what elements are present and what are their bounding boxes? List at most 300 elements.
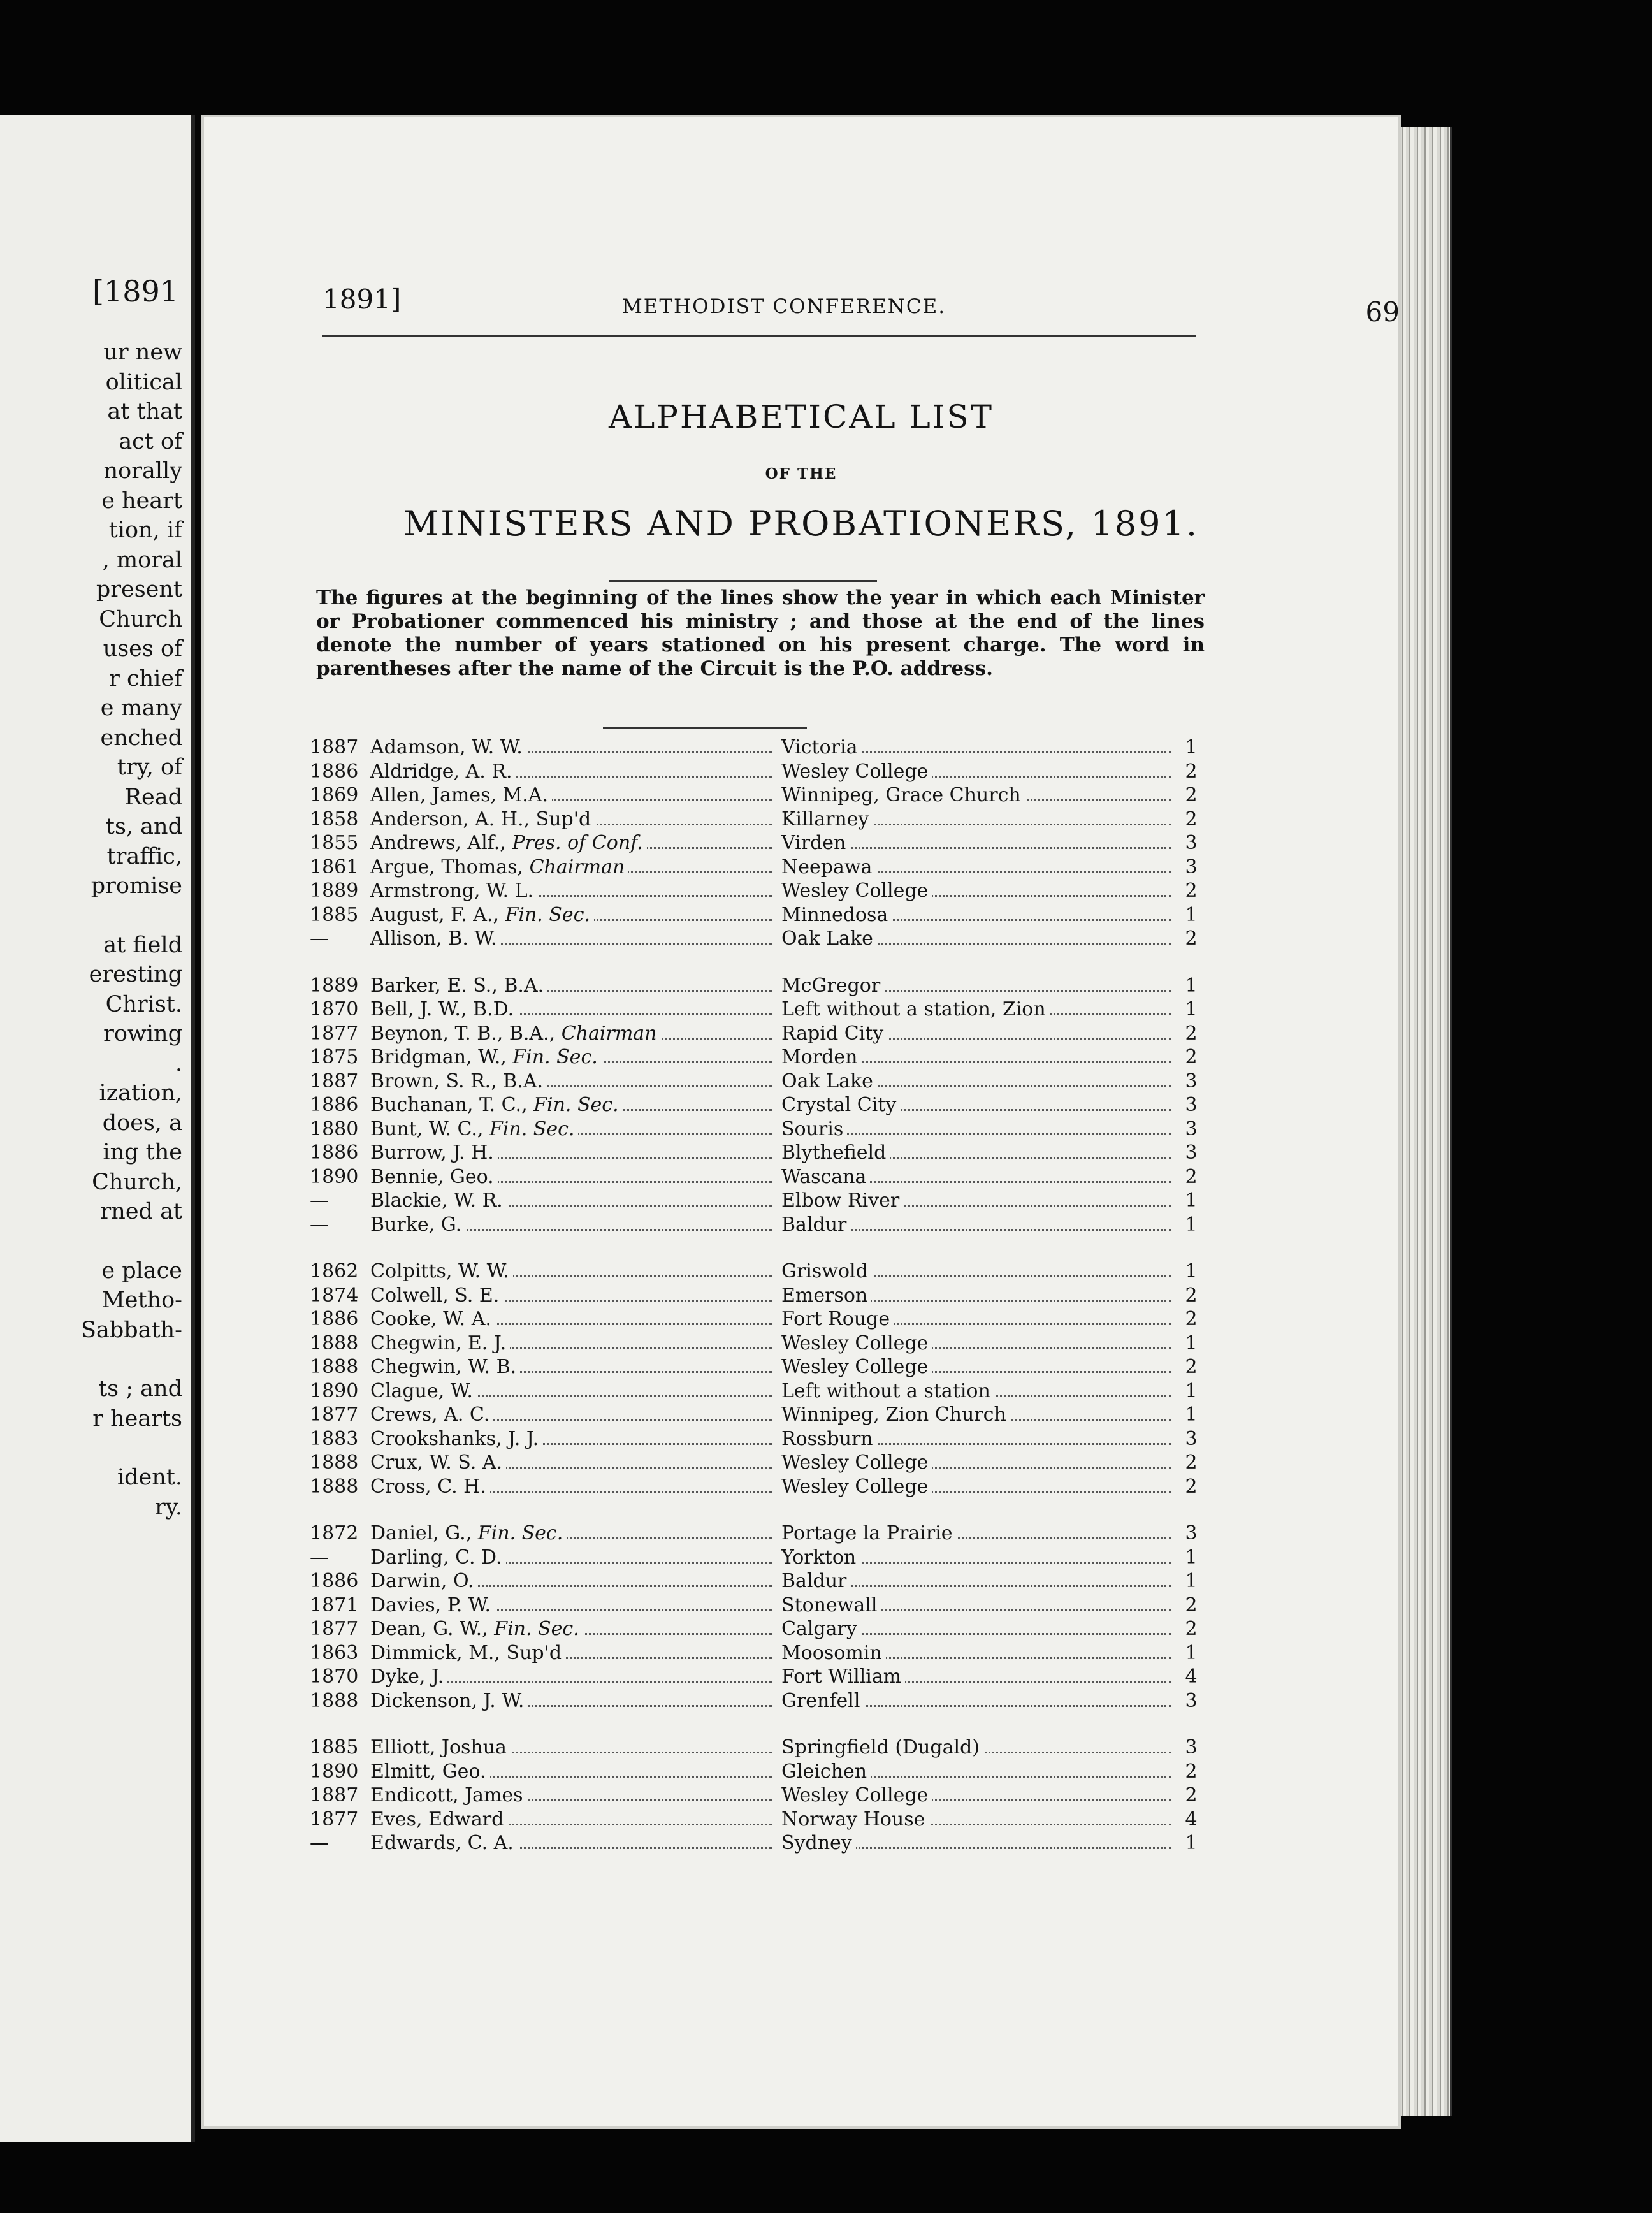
entry-circuit: Winnipeg, Grace Church (781, 784, 1025, 806)
previous-page-line: Church (99, 606, 182, 632)
entry-name-cell (370, 736, 778, 758)
entry-name-cell (370, 808, 778, 831)
entry-name-wrap (370, 1428, 542, 1450)
entry-name: Aldridge, A. R. (370, 760, 512, 783)
list-row (310, 1070, 1202, 1094)
list-row (310, 998, 1202, 1022)
letter-group (310, 736, 1202, 952)
entry-years-stationed: 4 (1185, 1808, 1198, 1831)
entry-name-cell (370, 1070, 778, 1092)
entry-years-stationed: 3 (1185, 832, 1198, 854)
entry-circuit-cell (781, 856, 1177, 878)
entry-years-stationed: 2 (1185, 1022, 1198, 1045)
entry-name: Endicott, James (370, 1784, 523, 1806)
entry-year: 1890 (310, 1165, 359, 1188)
list-row (310, 880, 1202, 904)
entry-name-wrap (370, 1260, 513, 1282)
entry-circuit-cell (781, 1308, 1177, 1330)
entry-circuit-cell (781, 1094, 1177, 1116)
list-row (310, 808, 1202, 832)
entry-year: 1870 (310, 1665, 359, 1688)
entry-circuit-cell (781, 1356, 1177, 1378)
entry-name-wrap (370, 1760, 490, 1783)
entry-name-cell (370, 1522, 778, 1544)
entry-circuit: Oak Lake (781, 1070, 877, 1092)
entry-years-stationed: 2 (1185, 760, 1198, 783)
entry-name-cell (370, 1380, 778, 1402)
previous-page-line: Church, (92, 1169, 182, 1195)
previous-page-line: . (175, 1050, 182, 1077)
entry-role: Pres. of Conf. (512, 832, 643, 854)
entry-name-wrap (370, 760, 516, 783)
entry-circuit: Wesley College (781, 1784, 932, 1806)
entry-name: Darwin, O. (370, 1570, 474, 1592)
entry-circuit-cell (781, 832, 1177, 854)
entry-name-wrap (370, 1118, 578, 1140)
entry-years-stationed: 1 (1185, 1189, 1198, 1212)
list-row (310, 1618, 1202, 1642)
entry-name-wrap (370, 904, 594, 926)
entry-years-stationed: 1 (1185, 1260, 1198, 1282)
entry-role: Fin. Sec. (533, 1094, 619, 1116)
list-row (310, 1570, 1202, 1594)
entry-circuit: Wesley College (781, 1451, 932, 1474)
previous-page-line: enched (100, 725, 182, 751)
entry-name: Anderson, A. H., Sup'd (370, 808, 591, 831)
entry-circuit-cell (781, 880, 1177, 902)
page-number: 69 (1365, 296, 1400, 328)
previous-page-line: e place (101, 1258, 182, 1284)
list-row (310, 1356, 1202, 1380)
entry-name-wrap (370, 1214, 465, 1236)
entry-circuit: Portage la Prairie (781, 1522, 957, 1544)
intro-divider (603, 727, 807, 729)
letter-group (310, 1736, 1202, 1856)
entry-circuit-cell (781, 975, 1177, 997)
entry-circuit: Crystal City (781, 1094, 900, 1116)
list-row (310, 1308, 1202, 1332)
entry-name-cell (370, 927, 778, 950)
previous-page-line: act of (119, 428, 182, 454)
previous-page-line: r hearts (92, 1405, 182, 1432)
entry-circuit-cell (781, 904, 1177, 926)
entry-circuit: Virden (781, 832, 850, 854)
list-row (310, 904, 1202, 928)
previous-page-line: uses of (103, 636, 182, 662)
entry-name-cell (370, 1404, 778, 1426)
entry-circuit: McGregor (781, 975, 884, 997)
entry-year: — (310, 1213, 329, 1236)
previous-page-line: try, of (117, 755, 182, 780)
entry-name-wrap (370, 998, 518, 1020)
entry-circuit-cell (781, 1736, 1177, 1759)
entry-name: Crux, W. S. A. (370, 1451, 503, 1474)
entry-year: 1862 (310, 1260, 359, 1282)
entry-name: Colpitts, W. W. (370, 1260, 509, 1282)
entry-name-wrap (370, 856, 628, 878)
entry-year: 1888 (310, 1475, 359, 1498)
entry-name-wrap (370, 1570, 477, 1592)
entry-year: 1887 (310, 736, 359, 758)
entry-name-cell (370, 1784, 778, 1806)
entry-circuit-cell (781, 1142, 1177, 1164)
entry-name-wrap (370, 1404, 493, 1426)
entry-year: 1875 (310, 1046, 359, 1068)
intro-paragraph (316, 586, 1205, 681)
previous-page-line: ing the (103, 1140, 182, 1165)
entry-name-cell (370, 1118, 778, 1140)
previous-page-line: ts ; and (98, 1376, 182, 1402)
entry-circuit-cell (781, 998, 1177, 1020)
entry-year: 1869 (310, 784, 359, 806)
entry-circuit: Wascana (781, 1166, 870, 1188)
entry-name-cell (370, 1546, 778, 1569)
entry-name-wrap (370, 1808, 507, 1831)
entry-name-cell (370, 1451, 778, 1474)
entry-name: Andrews, Alf., (370, 832, 506, 854)
entry-name: Clague, W. (370, 1379, 473, 1402)
entry-years-stationed: 2 (1185, 1356, 1198, 1378)
entry-name: August, F. A., (370, 903, 499, 926)
entry-circuit: Rapid City (781, 1022, 887, 1045)
entry-circuit: Wesley College (781, 1332, 932, 1354)
entry-name-cell (370, 1214, 778, 1236)
entry-circuit: Wesley College (781, 880, 932, 902)
list-row (310, 1214, 1202, 1238)
entry-years-stationed: 2 (1185, 1451, 1198, 1474)
entry-years-stationed: 1 (1185, 1546, 1198, 1569)
entry-circuit-cell (781, 1404, 1177, 1426)
entry-name: Beynon, T. B., B.A., (370, 1022, 556, 1045)
list-row (310, 1046, 1202, 1070)
entry-name-cell (370, 880, 778, 902)
list-row (310, 1642, 1202, 1666)
entry-circuit-cell (781, 1214, 1177, 1236)
entry-name: Cooke, W. A. (370, 1308, 491, 1330)
entry-circuit: Blythefield (781, 1142, 890, 1164)
list-row (310, 832, 1202, 856)
entry-circuit-cell (781, 1332, 1177, 1354)
entry-name: Allen, James, M.A. (370, 784, 549, 806)
entry-year: 1877 (310, 1618, 359, 1640)
entry-circuit: Left without a station (781, 1380, 994, 1402)
entry-circuit: Morden (781, 1046, 861, 1068)
entry-name-wrap (370, 1832, 518, 1854)
entry-name: Cross, C. H. (370, 1475, 486, 1498)
list-title-connector: OF THE (765, 465, 837, 483)
entry-name: Adamson, W. W. (370, 736, 523, 758)
entry-circuit: Sydney (781, 1832, 856, 1854)
previous-page-line: ization, (99, 1080, 182, 1106)
entry-circuit-cell (781, 1022, 1177, 1045)
entry-year: 1886 (310, 1570, 359, 1592)
ministers-list (310, 736, 1202, 1879)
entry-name-cell (370, 1428, 778, 1450)
entry-year: 1885 (310, 903, 359, 926)
entry-years-stationed: 3 (1185, 1689, 1198, 1712)
entry-name-cell (370, 1690, 778, 1712)
entry-name: Elmitt, Geo. (370, 1760, 486, 1783)
running-head (322, 284, 1400, 335)
entry-name-wrap (370, 832, 647, 854)
entry-name-wrap (370, 880, 537, 902)
previous-page-line: ry. (155, 1494, 182, 1520)
entry-years-stationed: 1 (1185, 974, 1198, 997)
entry-name-wrap (370, 1046, 602, 1068)
entry-year: 1855 (310, 832, 359, 854)
entry-year: 1887 (310, 1784, 359, 1806)
entry-name: Barker, E. S., B.A. (370, 974, 544, 997)
entry-name: Crews, A. C. (370, 1404, 490, 1426)
previous-page-text (81, 338, 182, 1522)
entry-name-cell (370, 760, 778, 783)
entry-circuit: Wesley College (781, 1356, 932, 1378)
entry-name-cell (370, 1594, 778, 1616)
entry-role: Chairman (529, 855, 625, 878)
entry-name-cell (370, 1832, 778, 1854)
entry-years-stationed: 2 (1185, 1593, 1198, 1616)
entry-name-wrap (370, 1022, 660, 1045)
entry-years-stationed: 1 (1185, 1570, 1198, 1592)
entry-year: 1874 (310, 1284, 359, 1307)
entry-year: 1888 (310, 1451, 359, 1474)
entry-name: Chegwin, E. J. (370, 1331, 507, 1354)
previous-page-line: tion, if (108, 518, 182, 543)
entry-year: 1883 (310, 1427, 359, 1450)
entry-years-stationed: 2 (1185, 1308, 1198, 1330)
entry-name-cell (370, 1308, 778, 1330)
entry-year: 1861 (310, 855, 359, 878)
entry-years-stationed: 1 (1185, 1331, 1198, 1354)
entry-name-cell (370, 1618, 778, 1640)
entry-name-wrap (370, 1690, 528, 1712)
entry-year: — (310, 1832, 329, 1854)
entry-circuit: Wesley College (781, 760, 932, 783)
entry-name: Blackie, W. R. (370, 1189, 503, 1212)
entry-circuit: Grenfell (781, 1690, 864, 1712)
list-row (310, 736, 1202, 760)
entry-name: Eves, Edward (370, 1808, 504, 1831)
list-title: ALPHABETICAL LIST (608, 398, 994, 435)
entry-name: Daniel, G., (370, 1522, 472, 1544)
entry-name-cell (370, 1046, 778, 1068)
previous-page-line: ident. (117, 1465, 182, 1490)
entry-circuit-cell (781, 760, 1177, 783)
entry-years-stationed: 1 (1185, 736, 1198, 758)
entry-circuit-cell (781, 1189, 1177, 1212)
entry-name-cell (370, 1166, 778, 1188)
entry-years-stationed: 2 (1185, 808, 1198, 831)
entry-years-stationed: 1 (1185, 1832, 1198, 1854)
entry-circuit: Left without a station, Zion (781, 998, 1050, 1020)
previous-page-line: e heart (101, 488, 182, 514)
previous-page-edge (0, 115, 195, 2142)
entry-years-stationed: 2 (1185, 880, 1198, 902)
entry-years-stationed: 3 (1185, 1070, 1198, 1092)
entry-circuit-cell (781, 1522, 1177, 1544)
entry-circuit-cell (781, 736, 1177, 758)
list-row (310, 1380, 1202, 1404)
entry-circuit-cell (781, 784, 1177, 806)
entry-years-stationed: 1 (1185, 1379, 1198, 1402)
entry-name-wrap (370, 1380, 477, 1402)
entry-name-wrap (370, 1642, 565, 1664)
entry-name-cell (370, 1665, 778, 1688)
previous-page-line: Read (124, 784, 182, 810)
previous-page-line: ts, and (105, 814, 182, 839)
entry-name: Buchanan, T. C., (370, 1094, 528, 1116)
list-row (310, 1428, 1202, 1452)
entry-circuit: Baldur (781, 1570, 850, 1592)
entry-years-stationed: 3 (1185, 1142, 1198, 1164)
entry-years-stationed: 3 (1185, 855, 1198, 878)
entry-name-cell (370, 784, 778, 806)
entry-name-cell (370, 1808, 778, 1831)
entry-name-wrap (370, 1522, 567, 1544)
list-row (310, 856, 1202, 880)
list-row (310, 1118, 1202, 1142)
letter-group (310, 1522, 1202, 1713)
entry-years-stationed: 1 (1185, 1404, 1198, 1426)
entry-year: — (310, 927, 329, 950)
entry-name: Davies, P. W. (370, 1593, 491, 1616)
entry-name: Bridgman, W., (370, 1046, 507, 1068)
entry-name-wrap (370, 1665, 447, 1688)
entry-years-stationed: 1 (1185, 1641, 1198, 1664)
entry-name-wrap (370, 1308, 495, 1330)
entry-circuit: Springfield (Dugald) (781, 1736, 983, 1759)
header-rule (322, 335, 1196, 337)
entry-years-stationed: 3 (1185, 1522, 1198, 1544)
entry-circuit: Griswold (781, 1260, 872, 1282)
previous-page-line: ur new (103, 340, 182, 365)
entry-name-cell (370, 904, 778, 926)
entry-name: Burke, G. (370, 1213, 462, 1236)
entry-years-stationed: 2 (1185, 1165, 1198, 1188)
entry-year: 1887 (310, 1070, 359, 1092)
previous-page-line: Sabbath- (81, 1317, 182, 1343)
entry-name-wrap (370, 1618, 583, 1640)
entry-circuit: Winnipeg, Zion Church (781, 1404, 1010, 1426)
previous-page-line: olitical (105, 369, 182, 395)
entry-year: 1877 (310, 1404, 359, 1426)
entry-year: 1890 (310, 1379, 359, 1402)
entry-circuit: Stonewall (781, 1594, 881, 1616)
entry-year: — (310, 1189, 329, 1212)
title-divider (609, 580, 877, 582)
entry-name-cell (370, 1570, 778, 1592)
entry-name-cell (370, 1189, 778, 1212)
entry-year: 1863 (310, 1641, 359, 1664)
entry-year: 1877 (310, 1022, 359, 1045)
entry-year: 1886 (310, 1142, 359, 1164)
previous-page-line: Metho- (101, 1288, 182, 1313)
letter-group (310, 1260, 1202, 1499)
entry-years-stationed: 3 (1185, 1117, 1198, 1140)
entry-name-cell (370, 1332, 778, 1354)
entry-years-stationed: 2 (1185, 1784, 1198, 1806)
entry-circuit-cell (781, 1784, 1177, 1806)
entry-name-cell (370, 1284, 778, 1307)
entry-circuit-cell (781, 1046, 1177, 1068)
entry-year: 1888 (310, 1689, 359, 1712)
entry-name: Bell, J. W., B.D. (370, 998, 514, 1020)
entry-name: Colwell, S. E. (370, 1284, 500, 1307)
list-row (310, 1476, 1202, 1500)
list-row (310, 927, 1202, 952)
entry-name-wrap (370, 1166, 498, 1188)
entry-circuit-cell (781, 1642, 1177, 1664)
entry-name: Burrow, J. H. (370, 1142, 494, 1164)
entry-name-cell (370, 1356, 778, 1378)
entry-circuit: Souris (781, 1118, 847, 1140)
entry-name-cell (370, 975, 778, 997)
previous-page-line: at field (103, 932, 182, 958)
entry-year: 1889 (310, 880, 359, 902)
entry-year: 1888 (310, 1356, 359, 1378)
entry-circuit: Minnedosa (781, 904, 892, 926)
entry-circuit: Elbow River (781, 1189, 903, 1212)
entry-name-cell (370, 1260, 778, 1282)
entry-role: Chairman (561, 1022, 657, 1045)
entry-circuit: Wesley College (781, 1476, 932, 1498)
list-row (310, 1022, 1202, 1047)
book-page (201, 115, 1401, 2129)
entry-year: 1886 (310, 1094, 359, 1116)
entry-name: Argue, Thomas, (370, 855, 524, 878)
entry-name: Dean, G. W., (370, 1618, 488, 1640)
entry-circuit-cell (781, 1690, 1177, 1712)
entry-years-stationed: 2 (1185, 1760, 1198, 1783)
entry-name: Dickenson, J. W. (370, 1689, 525, 1712)
previous-page-line: r chief (109, 665, 182, 692)
entry-circuit-cell (781, 1070, 1177, 1092)
entry-name-wrap (370, 1356, 520, 1378)
entry-name-cell (370, 1094, 778, 1116)
entry-name-cell (370, 1736, 778, 1759)
entry-year: 1886 (310, 1308, 359, 1330)
entry-circuit-cell (781, 808, 1177, 831)
entry-name: Brown, S. R., B.A. (370, 1070, 544, 1092)
entry-name: Darling, C. D. (370, 1546, 502, 1569)
entry-name: Allison, B. W. (370, 927, 497, 950)
entry-years-stationed: 3 (1185, 1094, 1198, 1116)
entry-year: 1888 (310, 1331, 359, 1354)
entry-years-stationed: 1 (1185, 1213, 1198, 1236)
entry-name-wrap (370, 1332, 510, 1354)
entry-name-wrap (370, 975, 547, 997)
entry-years-stationed: 3 (1185, 1427, 1198, 1450)
entry-name-cell (370, 1642, 778, 1664)
entry-circuit-cell (781, 1428, 1177, 1450)
entry-year: 1870 (310, 998, 359, 1020)
entry-years-stationed: 3 (1185, 1736, 1198, 1759)
entry-circuit-cell (781, 1380, 1177, 1402)
entry-circuit-cell (781, 1618, 1177, 1640)
entry-year: 1880 (310, 1117, 359, 1140)
previous-page-line: rowing (103, 1021, 182, 1047)
list-row (310, 1665, 1202, 1690)
entry-name-wrap (370, 1189, 507, 1212)
entry-circuit-cell (781, 1808, 1177, 1831)
list-row (310, 975, 1202, 999)
entry-name: Edwards, C. A. (370, 1832, 514, 1854)
entry-year: 1877 (310, 1808, 359, 1831)
entry-name-wrap (370, 736, 526, 758)
entry-circuit-cell (781, 1760, 1177, 1783)
entry-years-stationed: 1 (1185, 903, 1198, 926)
entry-year: 1886 (310, 760, 359, 783)
